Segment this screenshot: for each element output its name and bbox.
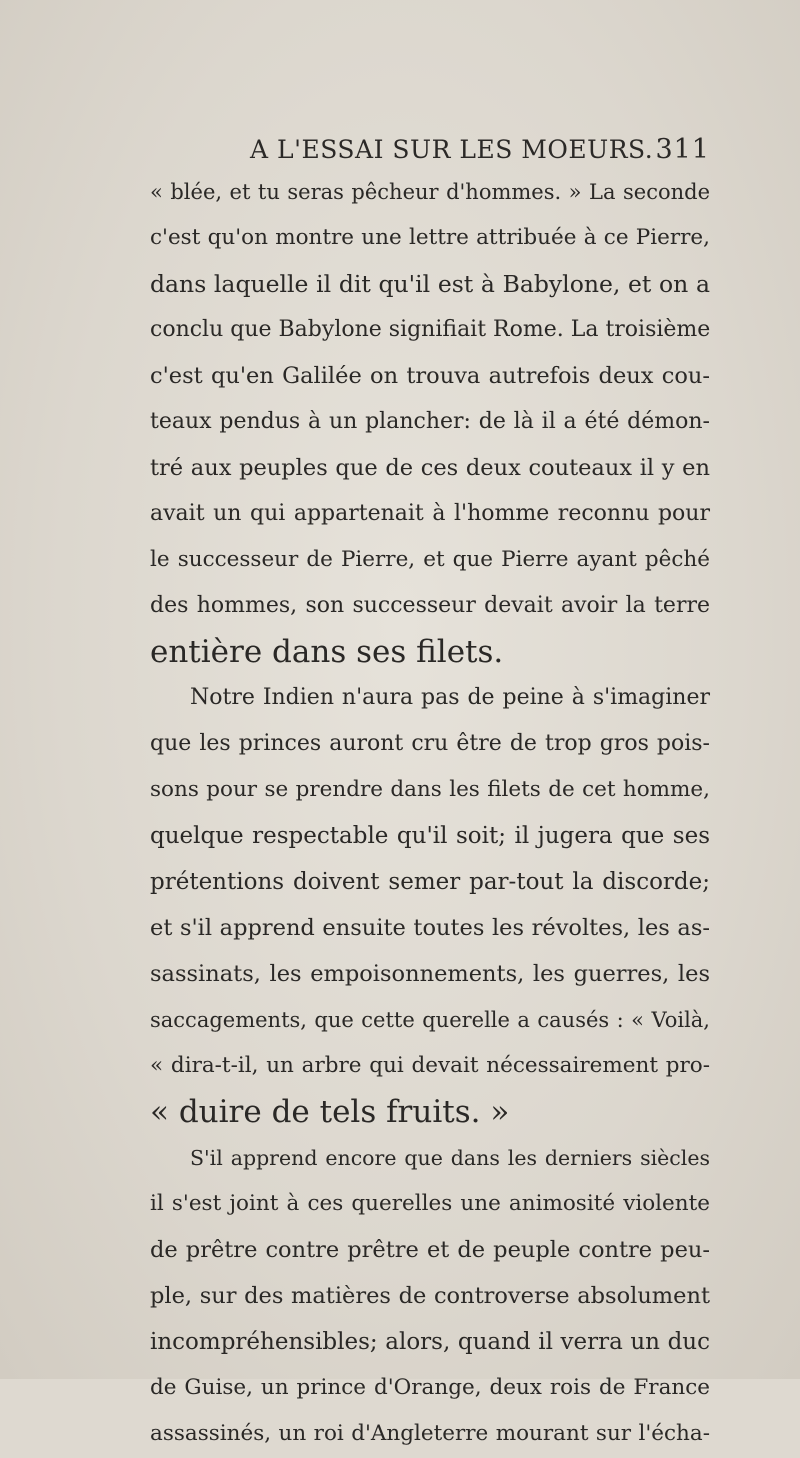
- text-line: « blée, et tu seras pêcheur d'hommes. » La seconde: [150, 180, 710, 204]
- text-line: dans laquelle il dit qu'il est à Babylone, et on a: [150, 270, 710, 298]
- text-line: que les princes auront cru être de trop gros pois-: [150, 731, 710, 756]
- paragraph-start-line: S'il apprend encore que dans les derniers siècles: [190, 1146, 710, 1170]
- running-title: A L'ESSAI SUR LES MOEURS.: [250, 135, 654, 164]
- page-number: 311: [655, 134, 710, 165]
- text-line: « duire de tels fruits. »: [150, 1094, 510, 1130]
- text-line: quelque respectable qu'il soit; il jugera que ses: [150, 823, 710, 849]
- text-line: il s'est joint à ces querelles une animosité violente: [150, 1191, 710, 1216]
- text-line: c'est qu'en Galilée on trouva autrefois deux cou-: [150, 363, 710, 389]
- text-line: incompréhensibles; alors, quand il verra un duc: [150, 1329, 710, 1355]
- text-line: de prêtre contre prêtre et de peuple contre peu-: [150, 1237, 710, 1263]
- text-line: avait un qui appartenait à l'homme reconnu pour: [150, 501, 710, 526]
- paragraph-start-line: Notre Indien n'aura pas de peine à s'imaginer: [190, 685, 710, 710]
- text-line: ple, sur des matières de controverse absolument: [150, 1283, 710, 1309]
- text-line: des hommes, son successeur devait avoir la terre: [150, 593, 710, 618]
- text-line: sons pour se prendre dans les filets de cet homme,: [150, 777, 710, 802]
- text-line: teaux pendus à un plancher: de là il a été démon-: [150, 409, 710, 434]
- text-line: assassinés, un roi d'Angleterre mourant sur l'écha-: [150, 1421, 710, 1446]
- text-line: le successeur de Pierre, et que Pierre ayant pêché: [150, 547, 710, 572]
- text-line: conclu que Babylone signifiait Rome. La troisième: [150, 317, 711, 342]
- text-line: et s'il apprend ensuite toutes les révoltes, les as-: [150, 915, 710, 941]
- text-line: « dira-t-il, un arbre qui devait nécessairement pro-: [150, 1053, 710, 1078]
- text-line: prétentions doivent semer par-tout la discorde;: [150, 869, 710, 895]
- text-line: c'est qu'on montre une lettre attribuée à ce Pierre,: [150, 225, 710, 250]
- text-line: tré aux peuples que de ces deux couteaux il y en: [150, 455, 710, 481]
- text-line: sassinats, les empoisonnements, les guerres, les: [150, 961, 710, 987]
- text-line: saccagements, que cette querelle a causés : « Voilà,: [150, 1008, 710, 1032]
- text-line: entière dans ses filets.: [150, 634, 504, 670]
- page-header: [150, 128, 710, 172]
- text-line: de Guise, un prince d'Orange, deux rois de France: [150, 1375, 710, 1400]
